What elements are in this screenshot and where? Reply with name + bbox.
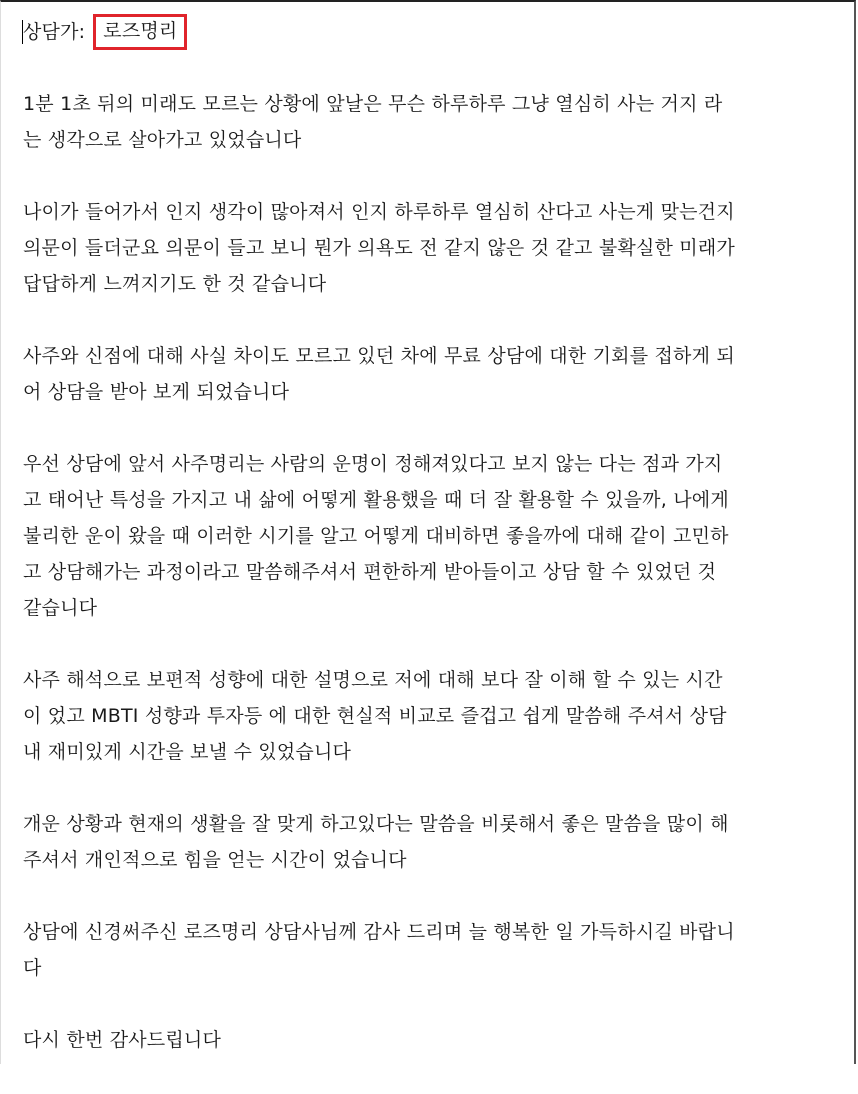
text-line: 다시 한번 감사드립니다 (23, 1029, 222, 1051)
paragraph-3 (23, 338, 813, 410)
counselor-label: 상담가: (23, 21, 86, 43)
text-line: 고 태어난 특성을 가지고 내 삶에 어떻게 활용했을 때 더 잘 활용할 수 있을까, 나에게 (23, 489, 729, 511)
text-line: 이 었고 MBTI 성향과 투자등 에 대한 현실적 비교로 즐겁고 쉽게 말씀해 주셔서 상담 (23, 705, 727, 727)
paragraph-2 (23, 194, 813, 302)
paragraph-5 (23, 662, 813, 770)
text-line: 사주와 신점에 대해 사실 차이도 모르고 있던 차에 무료 상담에 대한 기회를 접하게 되 (23, 345, 735, 367)
text-line: 답답하게 느껴지기도 한 것 같습니다 (23, 273, 327, 295)
text-line: 내 재미있게 시간을 보낼 수 있었습니다 (23, 741, 352, 763)
paragraph-6 (23, 806, 813, 878)
paragraph-8 (23, 1022, 813, 1058)
counselor-name-highlight: 로즈명리 (93, 14, 187, 50)
text-line: 개운 상황과 현재의 생활을 잘 맞게 하고있다는 말씀을 비롯해서 좋은 말씀을 많이 해 (23, 813, 729, 835)
paragraph-1 (23, 86, 813, 158)
text-line: 우선 상담에 앞서 사주명리는 사람의 운명이 정해져있다고 보지 않는 다는 점과 가지 (23, 453, 723, 475)
text-line: 주셔서 개인적으로 힘을 얻는 시간이 었습니다 (23, 849, 407, 871)
text-line: 같습니다 (23, 597, 98, 619)
text-line: 다 (23, 957, 42, 979)
paragraph-4 (23, 446, 813, 626)
text-line: 사주 해석으로 보편적 성향에 대한 설명으로 저에 대해 보다 잘 이해 할 수 있는 시간 (23, 669, 723, 691)
text-line: 1분 1초 뒤의 미래도 모르는 상황에 앞날은 무슨 하루하루 그냥 열심히 사는 거지 라 (23, 93, 723, 115)
header-paragraph (23, 14, 813, 50)
text-line: 나이가 들어가서 인지 생각이 많아져서 인지 하루하루 열심히 산다고 사는게 맞는건지 (23, 201, 735, 223)
header-line (23, 14, 813, 50)
text-line: 불리한 운이 왔을 때 이러한 시기를 알고 어떻게 대비하면 좋을까에 대해 같이 고민하 (23, 525, 729, 547)
document-body[interactable] (23, 14, 813, 1094)
text-line: 상담에 신경써주신 로즈명리 상담사님께 감사 드리며 늘 행복한 일 가득하시길 바랍니 (23, 921, 735, 943)
text-line: 고 상담해가는 과정이라고 말씀해주셔서 편한하게 받아들이고 상담 할 수 있었던 것 (23, 561, 717, 583)
text-line: 는 생각으로 살아가고 있었습니다 (23, 129, 302, 151)
paragraph-7 (23, 914, 813, 986)
text-line: 어 상담을 받아 보게 되었습니다 (23, 381, 290, 403)
text-line: 의문이 들더군요 의문이 들고 보니 뭔가 의욕도 전 같지 않은 것 같고 불확실한 미래가 (23, 237, 735, 259)
